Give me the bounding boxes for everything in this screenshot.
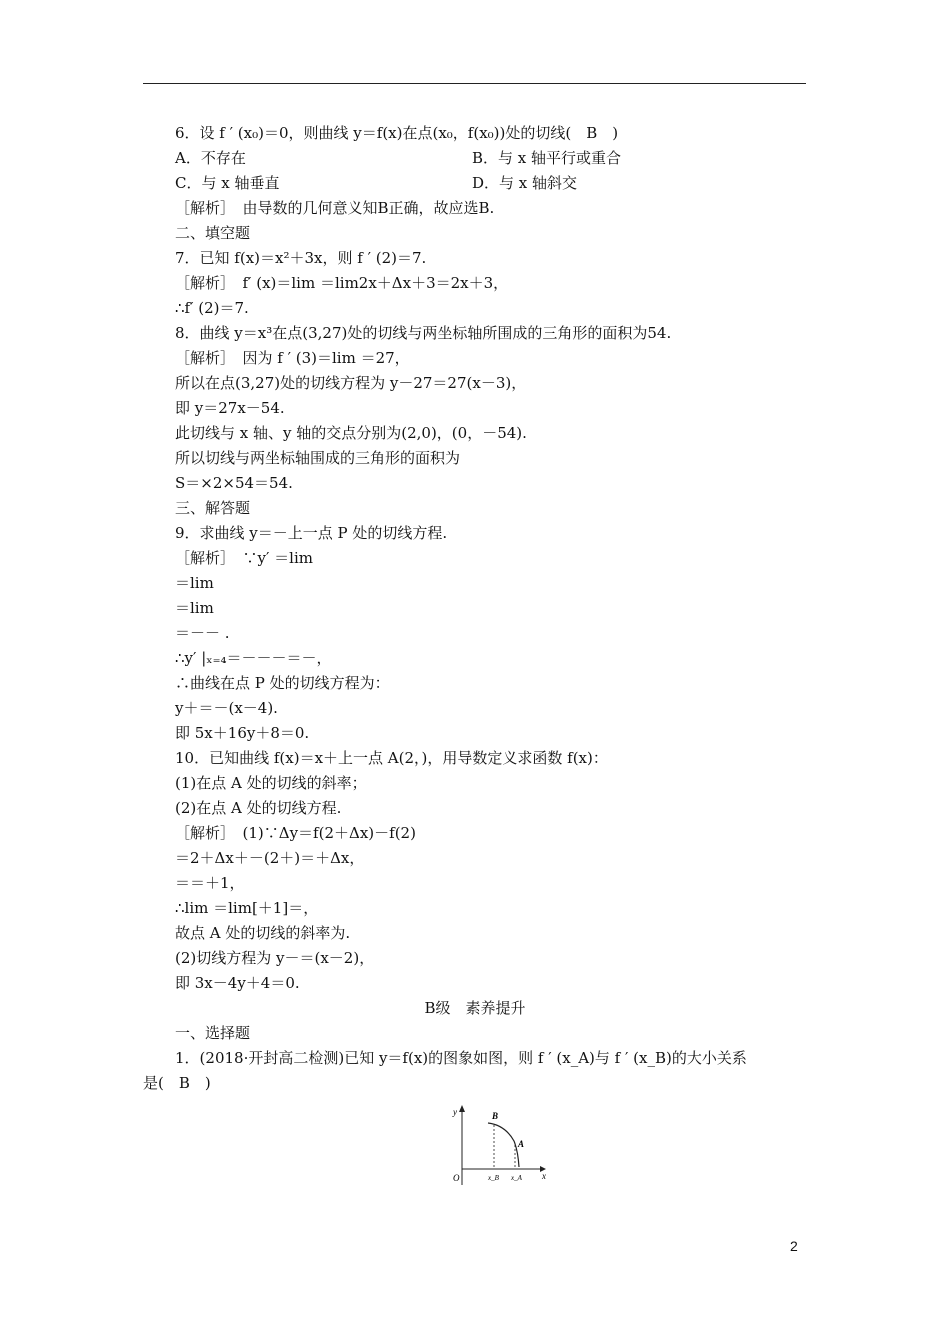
analysis-10-line-3: ＝＝＋1，	[175, 874, 245, 892]
question-7: 7．已知 f(x)＝x²＋3x，则 f ′ (2)＝7.	[175, 249, 427, 267]
analysis-7-result: ∴f′ (2)＝7.	[175, 299, 249, 317]
analysis-9-line-6: ∴曲线在点 P 处的切线方程为：	[175, 674, 390, 692]
option-d: D．与 x 轴斜交	[472, 174, 578, 192]
analysis-8-line-2: 所以在点(3,27)处的切线方程为 y－27＝27(x－3)，	[175, 374, 527, 392]
question-10: 10．已知曲线 f(x)＝x＋上一点 A(2，)，用导数定义求函数 f(x)：	[175, 749, 608, 767]
question-b1: 1．(2018·开封高二检测)已知 y＝f(x)的图象如图，则 f ′ (x_A)与 f ′ (x_B)的大小关系	[175, 1049, 747, 1067]
option-b: B．与 x 轴平行或重合	[472, 149, 622, 167]
function-graph	[440, 1103, 550, 1188]
option-c: C．与 x 轴垂直	[175, 174, 280, 192]
analysis-8-line-5: 所以切线与两坐标轴围成的三角形的面积为	[175, 449, 461, 467]
analysis-10-line-4: ∴lim ＝lim[＋1]＝，	[175, 899, 319, 917]
option-a: A．不存在	[175, 149, 246, 167]
analysis-10-line-7: 即 3x－4y＋4＝0.	[175, 974, 300, 992]
analysis-9-line-5: ∴y′ |ₓ₌₄＝－－－＝－，	[175, 649, 332, 667]
label-y: y	[453, 1107, 457, 1117]
analysis-7: ［解析］ f′ (x)＝lim ＝lim2x＋Δx＋3＝2x＋3，	[175, 274, 509, 292]
analysis-9: ［解析］ ∵y′ ＝lim	[175, 549, 313, 567]
analysis-6: ［解析］ 由导数的几何意义知B正确，故应选B.	[175, 199, 495, 217]
question-8: 8．曲线 y＝x³在点(3,27)处的切线与两坐标轴所围成的三角形的面积为54.	[175, 324, 672, 342]
analysis-10: ［解析］ (1)∵Δy＝f(2＋Δx)－f(2)	[175, 824, 416, 842]
label-point-b: B	[492, 1111, 499, 1121]
analysis-8-line-4: 此切线与 x 轴、y 轴的交点分别为(2,0)，(0，－54).	[175, 424, 527, 442]
level-b-heading: B级 素养提升	[424, 999, 526, 1017]
y-axis-arrow	[459, 1105, 465, 1112]
section-choice: 一、选择题	[175, 1024, 251, 1042]
analysis-9-line-4: ＝－－ .	[175, 624, 230, 642]
analysis-9-line-2: ＝lim	[175, 574, 214, 592]
label-xb: x_B	[488, 1174, 499, 1182]
function-curve	[488, 1123, 519, 1167]
analysis-10-line-2: ＝2＋Δx＋－(2＋)＝＋Δx，	[175, 849, 365, 867]
question-b1-cont: 是( B )	[143, 1074, 211, 1092]
section-answer: 三、解答题	[175, 499, 251, 517]
analysis-10-line-5: 故点 A 处的切线的斜率为.	[175, 924, 351, 942]
question-6: 6．设 f ′ (x₀)＝0，则曲线 y＝f(x)在点(x₀，f(x₀))处的切线( B )	[175, 124, 619, 142]
page-number: 2	[790, 1238, 798, 1254]
label-x: x	[542, 1171, 546, 1181]
analysis-8: ［解析］ 因为 f ′ (3)＝lim ＝27，	[175, 349, 410, 367]
analysis-9-line-7: y＋＝－(x－4).	[175, 699, 278, 717]
analysis-8-line-6: S＝×2×54＝54.	[175, 474, 293, 492]
label-origin: O	[453, 1173, 460, 1183]
analysis-9-line-8: 即 5x＋16y＋8＝0.	[175, 724, 310, 742]
question-9: 9．求曲线 y＝－上一点 P 处的切线方程.	[175, 524, 448, 542]
label-xa: x_A	[511, 1174, 522, 1182]
label-point-a: A	[518, 1139, 525, 1149]
analysis-8-line-3: 即 y＝27x－54.	[175, 399, 285, 417]
section-fill-blank: 二、填空题	[175, 224, 251, 242]
analysis-9-line-3: ＝lim	[175, 599, 214, 617]
question-10-part-1: (1)在点 A 处的切线的斜率；	[175, 774, 367, 792]
question-10-part-2: (2)在点 A 处的切线方程.	[175, 799, 342, 817]
header-rule	[143, 83, 806, 84]
analysis-10-line-6: (2)切线方程为 y－＝(x－2)，	[175, 949, 375, 967]
